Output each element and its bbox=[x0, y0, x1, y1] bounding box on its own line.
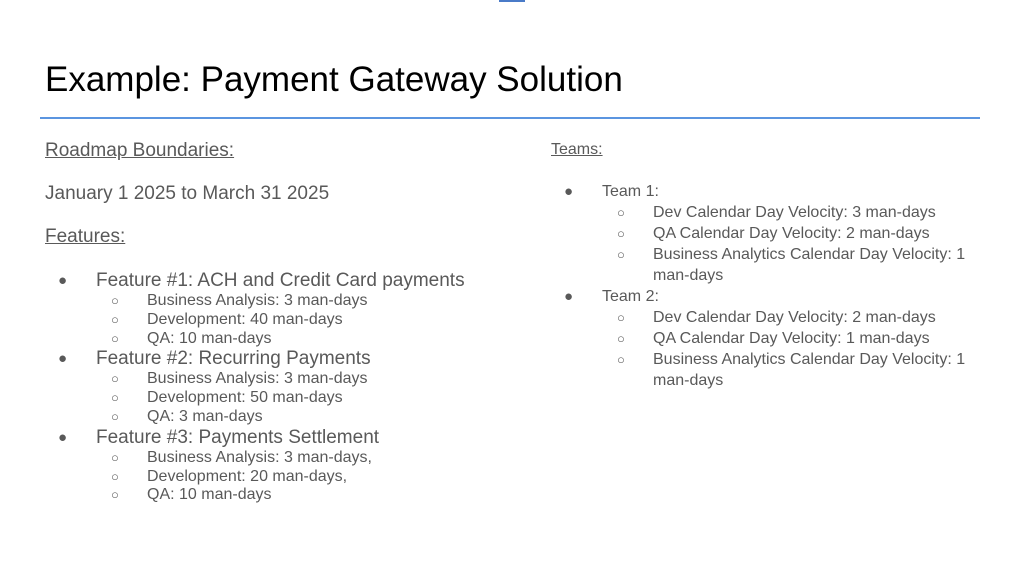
roadmap-dates: January 1 2025 to March 31 2025 bbox=[45, 183, 330, 204]
hollow-bullet-icon: ○ bbox=[111, 408, 119, 424]
team-velocities bbox=[602, 202, 991, 286]
bullet-icon: ● bbox=[58, 350, 68, 368]
subtask-item bbox=[96, 486, 505, 505]
hollow-bullet-icon: ○ bbox=[617, 226, 625, 241]
velocity-label: QA Calendar Day Velocity: 2 man-days bbox=[653, 225, 930, 242]
velocity-item bbox=[602, 244, 991, 286]
hollow-bullet-icon: ○ bbox=[617, 247, 625, 262]
hollow-bullet-icon: ○ bbox=[617, 352, 625, 367]
feature-subtasks bbox=[96, 449, 505, 505]
velocity-label: Dev Calendar Day Velocity: 2 man-days bbox=[653, 309, 936, 326]
velocity-item bbox=[602, 328, 991, 349]
subtask-label: Business Analysis: 3 man-days bbox=[147, 370, 368, 388]
hollow-bullet-icon: ○ bbox=[111, 449, 119, 465]
subtask-item bbox=[96, 449, 505, 468]
velocity-label: Dev Calendar Day Velocity: 3 man-days bbox=[653, 204, 936, 221]
subtask-item bbox=[96, 389, 505, 408]
left-column bbox=[45, 138, 505, 505]
feature-subtasks bbox=[96, 292, 505, 348]
right-column bbox=[551, 138, 991, 391]
features-heading: Features: bbox=[45, 226, 126, 247]
subtask-item bbox=[96, 468, 505, 487]
hollow-bullet-icon: ○ bbox=[111, 311, 119, 327]
hollow-bullet-icon: ○ bbox=[111, 371, 119, 387]
feature-label: Feature #1: ACH and Credit Card payments bbox=[96, 270, 465, 291]
feature-label: Feature #2: Recurring Payments bbox=[96, 348, 371, 370]
subtask-label: Business Analysis: 3 man-days, bbox=[147, 448, 372, 466]
feature-item bbox=[45, 427, 505, 505]
title-divider bbox=[40, 117, 980, 119]
velocity-item bbox=[602, 349, 991, 391]
subtask-label: Development: 40 man-days bbox=[147, 310, 343, 328]
teams-list bbox=[551, 181, 991, 391]
bullet-icon: ● bbox=[564, 183, 574, 200]
hollow-bullet-icon: ○ bbox=[617, 331, 625, 346]
team-velocities bbox=[602, 307, 991, 391]
slide-title: Example: Payment Gateway Solution bbox=[45, 60, 623, 99]
top-marker bbox=[499, 0, 525, 2]
feature-item bbox=[45, 348, 505, 426]
hollow-bullet-icon: ○ bbox=[111, 330, 119, 346]
feature-label: Feature #3: Payments Settlement bbox=[96, 426, 380, 448]
hollow-bullet-icon: ○ bbox=[111, 293, 119, 308]
subtask-item bbox=[96, 292, 505, 311]
subtask-label: Business Analysis: 3 man-days bbox=[147, 292, 368, 309]
bullet-icon: ● bbox=[58, 272, 68, 289]
velocity-label: Business Analytics Calendar Day Velocity: 1 man-days bbox=[653, 246, 966, 284]
roadmap-boundaries-heading: Roadmap Boundaries: bbox=[45, 140, 235, 161]
velocity-item bbox=[602, 202, 991, 223]
feature-subtasks bbox=[96, 370, 505, 426]
hollow-bullet-icon: ○ bbox=[617, 205, 625, 220]
hollow-bullet-icon: ○ bbox=[111, 390, 119, 406]
feature-item bbox=[45, 270, 505, 348]
subtask-label: Development: 20 man-days, bbox=[147, 467, 348, 485]
velocity-label: QA Calendar Day Velocity: 1 man-days bbox=[653, 330, 930, 347]
bullet-icon: ● bbox=[564, 288, 574, 305]
subtask-item bbox=[96, 370, 505, 389]
team-item bbox=[551, 181, 991, 286]
team-item bbox=[551, 286, 991, 391]
subtask-label: QA: 10 man-days bbox=[147, 486, 272, 504]
subtask-label: QA: 10 man-days bbox=[147, 329, 272, 347]
subtask-item bbox=[96, 311, 505, 330]
team-label: Team 1: bbox=[602, 183, 659, 200]
bullet-icon: ● bbox=[58, 428, 68, 446]
teams-heading: Teams: bbox=[551, 141, 603, 158]
hollow-bullet-icon: ○ bbox=[111, 487, 119, 503]
velocity-label: Business Analytics Calendar Day Velocity: 1 man-days bbox=[653, 351, 966, 389]
subtask-item bbox=[96, 330, 505, 349]
subtask-label: Development: 50 man-days bbox=[147, 389, 343, 407]
hollow-bullet-icon: ○ bbox=[111, 468, 119, 484]
velocity-item bbox=[602, 307, 991, 328]
features-list bbox=[45, 270, 505, 505]
subtask-label: QA: 3 man-days bbox=[147, 407, 263, 425]
hollow-bullet-icon: ○ bbox=[617, 310, 625, 325]
team-label: Team 2: bbox=[602, 288, 659, 305]
velocity-item bbox=[602, 223, 991, 244]
subtask-item bbox=[96, 408, 505, 427]
